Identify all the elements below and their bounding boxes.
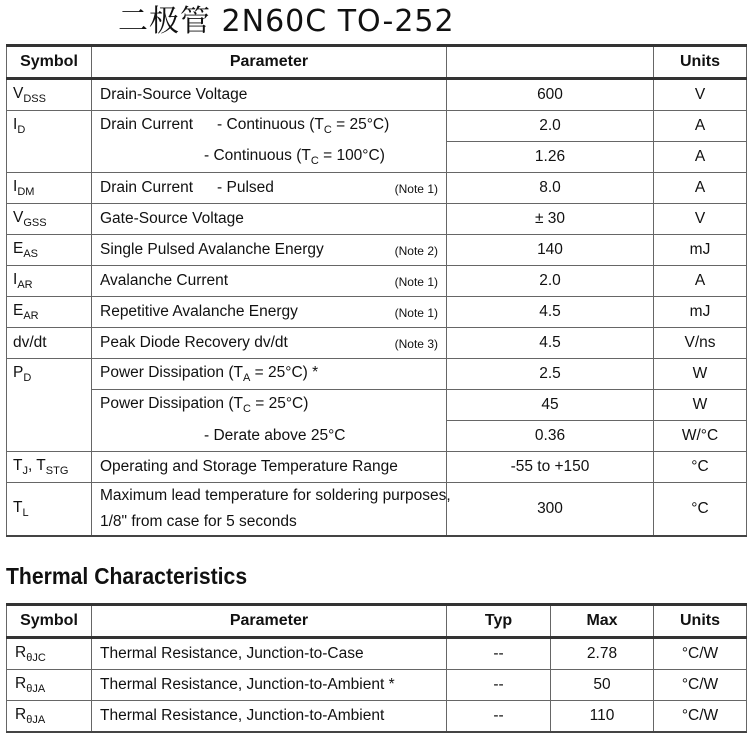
typ-cell: --: [447, 701, 551, 733]
parameter-cell: [92, 173, 447, 204]
unit-cell: °C/W: [654, 701, 747, 733]
symbol-cell: [7, 483, 92, 537]
parameter-cell: Drain-Source Voltage: [92, 79, 447, 111]
max-cell: 2.78: [551, 638, 654, 670]
table-row: [7, 359, 747, 390]
value-cell: 0.36: [447, 421, 654, 452]
parameter-cell: Thermal Resistance, Junction-to-Case: [92, 638, 447, 670]
table-row: [7, 421, 747, 452]
table-row: [7, 483, 747, 537]
unit-cell: mJ: [654, 235, 747, 266]
max-cell: 50: [551, 670, 654, 701]
parameter-pre: Power Dissipation (T: [100, 395, 243, 413]
value-cell: 2.0: [447, 266, 654, 297]
table-row: [7, 79, 747, 111]
value-cell: 300: [447, 483, 654, 537]
parameter-cell: Thermal Resistance, Junction-to-Ambient *: [92, 670, 447, 701]
table-row: [7, 638, 747, 670]
symbol: R: [15, 675, 27, 692]
section-title: Thermal Characteristics: [6, 563, 248, 589]
table-row: [7, 235, 747, 266]
col-header-symbol: Symbol: [7, 46, 92, 79]
parameter-text: Repetitive Avalanche Energy: [100, 303, 298, 320]
parameter-pre: Power Dissipation (T: [100, 364, 243, 381]
col-header-max: Max: [551, 605, 654, 638]
unit-cell: A: [654, 142, 747, 173]
symbol-cell: [7, 204, 92, 235]
condition-subscript: C: [323, 124, 332, 137]
value-cell: 8.0: [447, 173, 654, 204]
unit-cell: V/ns: [654, 328, 747, 359]
col-header-value: [447, 46, 654, 79]
unit-cell: W/°C: [654, 421, 747, 452]
unit-cell: A: [654, 111, 747, 142]
condition-text: [204, 146, 385, 167]
value-cell: 1.26: [447, 142, 654, 173]
symbol-subscript: AR: [23, 310, 39, 322]
note-ref: (Note 1): [394, 182, 438, 196]
symbol-cell: [7, 638, 92, 670]
symbol-cell: [7, 266, 92, 297]
parameter-cell: [92, 111, 447, 142]
parameter-cell: Operating and Storage Temperature Range: [92, 452, 447, 483]
parameter-cell: [92, 142, 447, 173]
condition-subscript: C: [310, 154, 319, 167]
symbol-subscript: DM: [17, 186, 35, 198]
symbol-subscript: STG: [45, 465, 69, 477]
parameter-line-2: 1/8" from case for 5 seconds: [100, 513, 297, 530]
symbol-cell: [7, 111, 92, 173]
symbol-cell: [7, 235, 92, 266]
condition-text: - Derate above 25°C: [204, 426, 346, 444]
symbol-cell: [7, 701, 92, 733]
symbol-subscript: θJC: [26, 652, 46, 664]
note-ref: (Note 3): [394, 337, 438, 351]
symbol-subscript: L: [22, 507, 29, 519]
col-header-parameter: Parameter: [92, 46, 447, 79]
value-cell: 45: [447, 390, 654, 421]
condition-pre: - Continuous (T: [204, 146, 311, 164]
parameter-cell: Thermal Resistance, Junction-to-Ambient: [92, 701, 447, 733]
symbol: I: [13, 271, 18, 288]
table-row: [7, 173, 747, 204]
condition-post: = 100°C): [318, 146, 385, 164]
unit-cell: A: [654, 266, 747, 297]
table-header-row: [7, 605, 747, 638]
parameter-text: Single Pulsed Avalanche Energy: [100, 241, 324, 258]
symbol-cell: [7, 452, 92, 483]
note-ref: (Note 1): [394, 275, 438, 289]
condition-text: [217, 116, 390, 137]
value-cell: 600: [447, 79, 654, 111]
symbol: I: [13, 116, 18, 133]
parameter-line-1: Maximum lead temperature for soldering purposes,: [100, 487, 451, 504]
parameter-cell: [92, 390, 447, 421]
typ-cell: --: [447, 670, 551, 701]
parameter-subscript: A: [243, 372, 251, 384]
symbol-subscript: J: [22, 465, 28, 477]
note-ref: (Note 2): [394, 244, 438, 258]
note-ref: (Note 1): [394, 306, 438, 320]
parameter-cell: [92, 235, 447, 266]
parameter-cell: [92, 359, 447, 390]
symbol-subscript: DSS: [23, 93, 46, 105]
condition-post: = 25°C): [331, 116, 390, 134]
unit-cell: W: [654, 390, 747, 421]
symbol: T: [13, 457, 23, 474]
typ-cell: --: [447, 638, 551, 670]
parameter-text: Peak Diode Recovery dv/dt: [100, 334, 288, 351]
condition-text: - Pulsed: [217, 179, 274, 196]
value-cell: 2.0: [447, 111, 654, 142]
symbol: E: [13, 302, 24, 319]
table-row: [7, 701, 747, 733]
value-cell: 4.5: [447, 328, 654, 359]
value-cell: ± 30: [447, 204, 654, 235]
parameter-cell: [92, 297, 447, 328]
table-row: [7, 328, 747, 359]
unit-cell: A: [654, 173, 747, 204]
symbol-subscript: AS: [23, 248, 39, 260]
parameter-text: Avalanche Current: [100, 272, 229, 289]
condition-pre: - Continuous (T: [217, 116, 324, 134]
parameter-subscript: C: [243, 403, 251, 416]
unit-cell: V: [654, 204, 747, 235]
unit-cell: °C/W: [654, 670, 747, 701]
parameter-cell: [92, 328, 447, 359]
table-row: [7, 390, 747, 421]
symbol-cell: dv/dt: [7, 328, 92, 359]
unit-cell: °C: [654, 483, 747, 537]
table-row: [7, 266, 747, 297]
symbol-subscript: θJA: [26, 683, 46, 695]
table-row: [7, 142, 747, 173]
symbol: V: [13, 85, 24, 102]
unit-cell: °C: [654, 452, 747, 483]
unit-cell: V: [654, 79, 747, 111]
symbol-cell: [7, 297, 92, 328]
symbol-second: , T: [27, 457, 46, 474]
symbol: P: [13, 364, 24, 381]
col-header-units: Units: [654, 605, 747, 638]
symbol-subscript: D: [23, 372, 32, 384]
parameter-cell: [92, 266, 447, 297]
col-header-symbol: Symbol: [7, 605, 92, 638]
value-cell: 140: [447, 235, 654, 266]
page-title: 二极管 2N60C TO-252: [118, 4, 455, 39]
parameter-cell: Gate-Source Voltage: [92, 204, 447, 235]
symbol: V: [13, 209, 24, 226]
table-row: [7, 297, 747, 328]
unit-cell: mJ: [654, 297, 747, 328]
symbol: R: [15, 644, 27, 661]
symbol: T: [13, 499, 23, 516]
parameter-cell: [92, 421, 447, 452]
symbol: R: [15, 706, 27, 723]
symbol-cell: [7, 79, 92, 111]
table-header-row: [7, 46, 747, 79]
value-cell: -55 to +150: [447, 452, 654, 483]
unit-cell: °C/W: [654, 638, 747, 670]
thermal-characteristics-table: [6, 603, 747, 733]
table-row: [7, 452, 747, 483]
value-cell: 2.5: [447, 359, 654, 390]
symbol-cell: [7, 359, 92, 452]
symbol-subscript: GSS: [23, 217, 47, 229]
col-header-units: Units: [654, 46, 747, 79]
max-cell: 110: [551, 701, 654, 733]
parameter-post: = 25°C): [250, 395, 309, 413]
symbol-cell: [7, 670, 92, 701]
parameter-text: Drain Current: [100, 116, 194, 134]
parameter-text: Drain Current: [100, 179, 194, 196]
symbol-subscript: D: [17, 124, 26, 136]
table-row: [7, 204, 747, 235]
table-row: [7, 111, 747, 142]
parameter-cell: [92, 483, 451, 537]
parameter-post: = 25°C) *: [250, 364, 319, 381]
unit-cell: W: [654, 359, 747, 390]
symbol-cell: [7, 173, 92, 204]
col-header-parameter: Parameter: [92, 605, 447, 638]
absolute-max-ratings-table: [6, 44, 747, 537]
symbol: E: [13, 240, 24, 257]
symbol-subscript: AR: [17, 279, 33, 291]
symbol-subscript: θJA: [26, 714, 46, 726]
table-row: [7, 670, 747, 701]
value-cell: 4.5: [447, 297, 654, 328]
symbol: I: [13, 178, 18, 195]
col-header-typ: Typ: [447, 605, 551, 638]
